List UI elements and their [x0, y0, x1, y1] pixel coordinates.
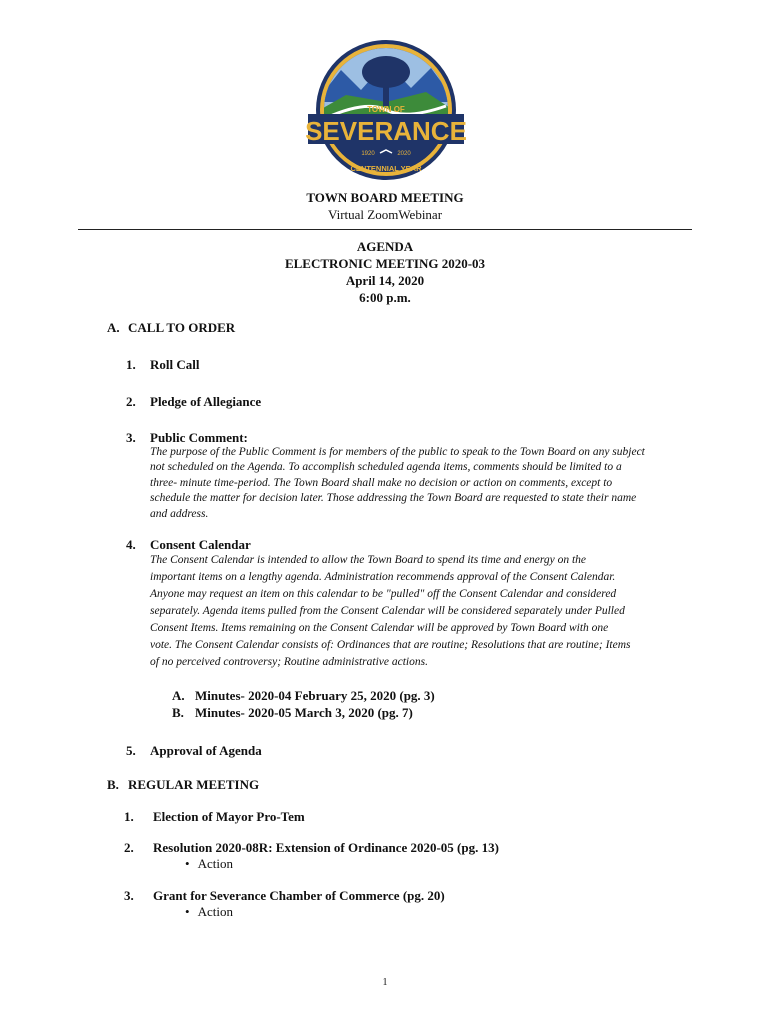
logo-town-of-text: TOWN OF — [367, 105, 405, 114]
item-number: 2. — [124, 840, 134, 855]
item-number: 1. — [124, 809, 134, 824]
item-approval-agenda: Approval of Agenda — [150, 743, 262, 758]
section-b-letter: B. — [107, 777, 119, 792]
bullet-action: • Action — [185, 856, 233, 872]
section-a-title: CALL TO ORDER — [128, 320, 236, 335]
subitem-minutes-mar[interactable]: Minutes- 2020-05 March 3, 2020 (pg. 7) — [195, 705, 413, 720]
agenda-title: AGENDA — [356, 239, 414, 254]
section-b-title: REGULAR MEETING — [128, 777, 260, 792]
logo-name-text: SEVERANCE — [306, 116, 466, 146]
item-number: 5. — [126, 743, 136, 758]
item-roll-call: Roll Call — [150, 357, 200, 372]
item-resolution-2020-08r[interactable]: Resolution 2020-08R: Extension of Ordinance 2020-05 (pg. 13) — [153, 840, 499, 855]
meeting-subtitle: Virtual ZoomWebinar — [327, 207, 443, 222]
item-chamber-grant[interactable]: Grant for Severance Chamber of Commerce (pg. 20) — [153, 888, 445, 903]
agenda-date: April 14, 2020 — [345, 273, 425, 288]
logo-year-right: 2020 — [397, 151, 411, 157]
item-mayor-pro-tem: Election of Mayor Pro-Tem — [153, 809, 305, 824]
item-number: 2. — [126, 394, 136, 409]
section-a-letter: A. — [107, 320, 120, 335]
consent-calendar-text: The Consent Calendar is intended to allow the Town Board to spend its time and energy on the important items on a lengthy agenda. Administration recommends approval of the Consent Calendar. Anyone may request an item on this calendar to be "pulled" off the Consent Calendar and considered separately. Agenda items pulled from the Consent Calendar will be considered separately under Pulled Consent Items. Items remaining on the Consent Calendar will be approved by Town Board with one vote. The Consent Calendar consists of: Ordinances that are routine; Resolutions that are routine; Items of no perceived controversy; Routine administrative actions. — [150, 554, 631, 668]
item-number: 3. — [124, 888, 134, 903]
item-pledge: Pledge of Allegiance — [150, 394, 262, 409]
item-consent-calendar: Consent Calendar — [150, 537, 251, 552]
item-number: 1. — [126, 357, 136, 372]
logo-ring-text: CENTENNIAL YEAR — [350, 164, 422, 173]
bullet-action: • Action — [185, 904, 233, 920]
subitem-minutes-feb[interactable]: Minutes- 2020-04 February 25, 2020 (pg. 3) — [195, 688, 435, 703]
header-divider — [78, 229, 692, 230]
item-public-comment: Public Comment: — [150, 430, 248, 445]
subitem-letter: A. — [172, 688, 185, 703]
meeting-title: TOWN BOARD MEETING — [306, 190, 464, 205]
item-number: 4. — [126, 537, 136, 552]
subitem-letter: B. — [172, 705, 184, 720]
town-logo — [306, 40, 466, 190]
public-comment-text: The purpose of the Public Comment is for members of the public to speak to the Town Board on any subject not scheduled on the Agenda. To accomplish scheduled agenda items, comments should be limited to a three- minute time-period. The Town Board shall make no decision or action on comments, except to schedule the matter for decision later. Those addressing the Town Board are requested to state their name and address. — [150, 446, 645, 520]
agenda-time: 6:00 p.m. — [359, 290, 411, 305]
page-number: 1 — [382, 977, 388, 988]
item-number: 3. — [126, 430, 136, 445]
agenda-meeting: ELECTRONIC MEETING 2020-03 — [284, 256, 486, 271]
logo-year-left: 1920 — [361, 151, 375, 157]
